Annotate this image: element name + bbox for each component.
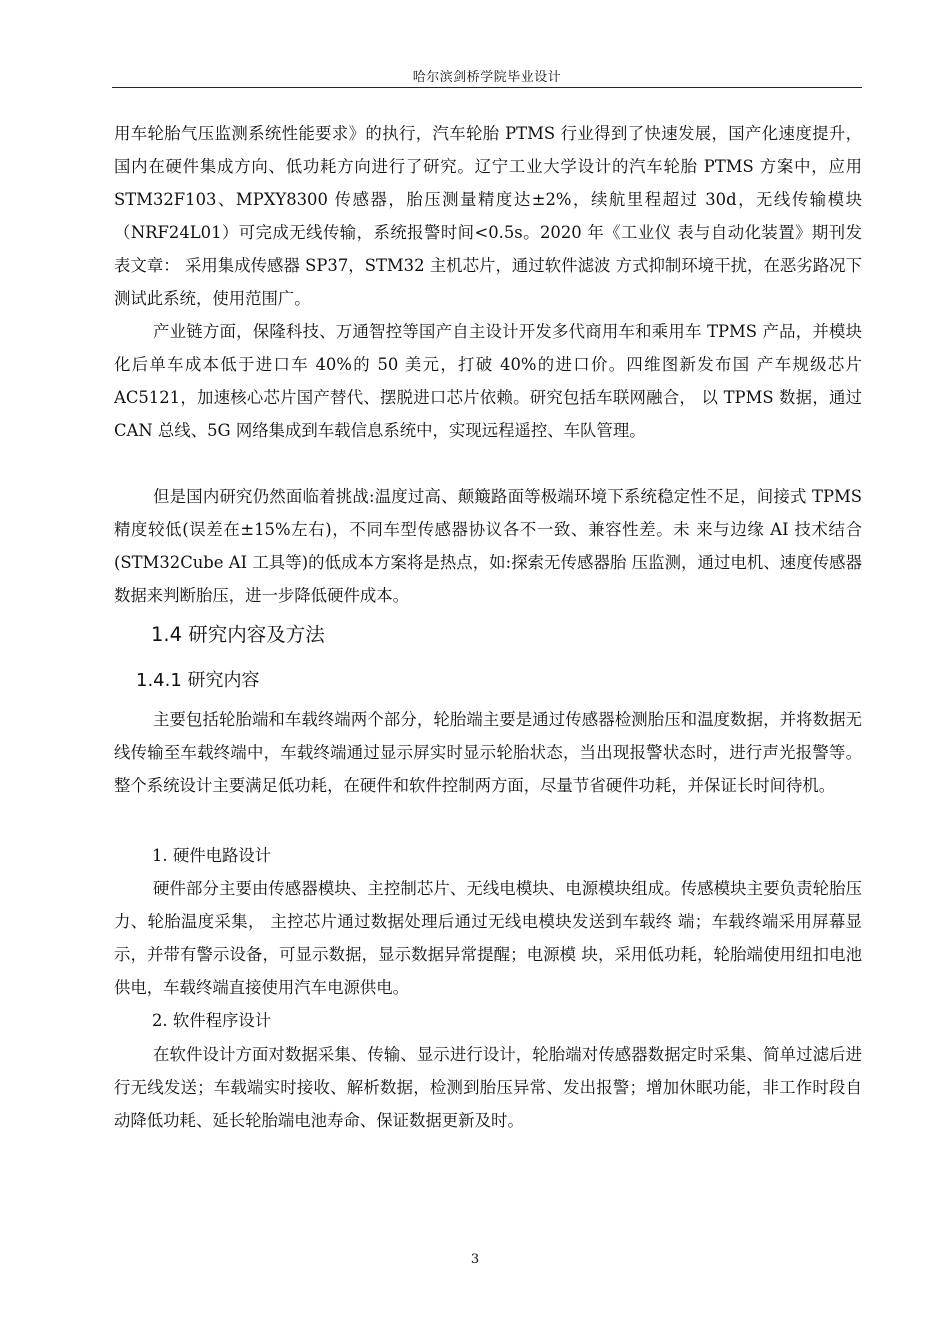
paragraph-text: 硬件部分主要由传感器模块、主控制芯片、无线电模块、电源模块组成。传感模块主要负责轮胎压力、轮胎温度采集， 主控芯片通过数据处理后通过无线电模块发送到车载终 端；车载终端采用屏幕显示，并带有警示设备，可显示数据，显示数据异常提醒；电源模 块，采用低功耗，轮胎端使用纽扣电池供电，车载终端直接使用汽车电源供电。 [114, 879, 862, 997]
header-divider [112, 87, 862, 88]
subsection-heading-1-4-1: 1.4.1 研究内容 [136, 670, 260, 691]
list-item-hardware: 1. 硬件电路设计 [152, 846, 272, 865]
paragraph-text: 在软件设计方面对数据采集、传输、显示进行设计，轮胎端对传感器数据定时采集、简单过滤后进行无线发送；车载端实时接收、解析数据，检测到胎压异常、发出报警；增加休眠功能，非工作时段自动降低功耗、延长轮胎端电池寿命、保证数据更新及时。 [114, 1045, 862, 1130]
paragraph-text: 主要包括轮胎端和车载终端两个部分，轮胎端主要是通过传感器检测胎压和温度数据，并将数据无线传输至车载终端中，车载终端通过显示屏实时显示轮胎状态，当出现报警状态时，进行声光报警等。整个系统设计主要满足低功耗，在硬件和软件控制两方面，尽量节省硬件功耗，并保证长时间待机。 [114, 710, 862, 795]
list-item-software: 2. 软件程序设计 [152, 1011, 272, 1030]
paragraph-hardware [114, 872, 862, 1004]
page-number: 3 [470, 1252, 480, 1267]
paragraph-research-content [114, 703, 862, 802]
paragraph-text: 用车轮胎气压监测系统性能要求》的执行，汽车轮胎 PTMS 行业得到了快速发展，国产化速度提升，国内在硬件集成方向、低功耗方向进行了研究。辽宁工业大学设计的汽车轮胎 PTMS 方案中，应用 STM32F103、MPXY8300 传感器，胎压测量精度达±2%，续航里程超过 30d，无线传输模块（NRF24L01）可完成无线传输，系统报警时间<0.5s。2020 年《工业仪 表与自动化装置》期刊发表文章： 采用集成传感器 SP37，STM32 主机芯片，通过软件滤波 方式抑制环境干扰，在恶劣路况下测试此系统，使用范围广。 [114, 124, 862, 308]
paragraph-challenges [114, 480, 862, 612]
paragraph-ptms-domestic [114, 117, 862, 315]
page-header: 哈尔滨剑桥学院毕业设计 [412, 70, 562, 85]
section-heading-1-4: 1.4 研究内容及方法 [151, 623, 325, 646]
paragraph-software [114, 1038, 862, 1137]
paragraph-text: 产业链方面，保隆科技、万通智控等国产自主设计开发多代商用车和乘用车 TPMS 产品，并模块化后单车成本低于进口车 40%的 50 美元，打破 40%的进口价。四维图新发布国 产车规级芯片 AC5121，加速核心芯片国产替代、摆脱进口芯片依赖。研究包括车联网融合， 以 TPMS 数据，通过 CAN 总线、5G 网络集成到车载信息系统中，实现远程遥控、车队管理。 [114, 322, 862, 440]
paragraph-text: 但是国内研究仍然面临着挑战:温度过高、颠簸路面等极端环境下系统稳定性不足，间接式 TPMS 精度较低(误差在±15%左右)，不同车型传感器协议各不一致、兼容性差。未 来与边缘 AI 技术结合(STM32Cube AI 工具等)的低成本方案将是热点，如:探索无传感器胎 压监测，通过电机、速度传感器数据来判断胎压，进一步降低硬件成本。 [114, 487, 862, 605]
paragraph-industry-chain [114, 315, 862, 447]
